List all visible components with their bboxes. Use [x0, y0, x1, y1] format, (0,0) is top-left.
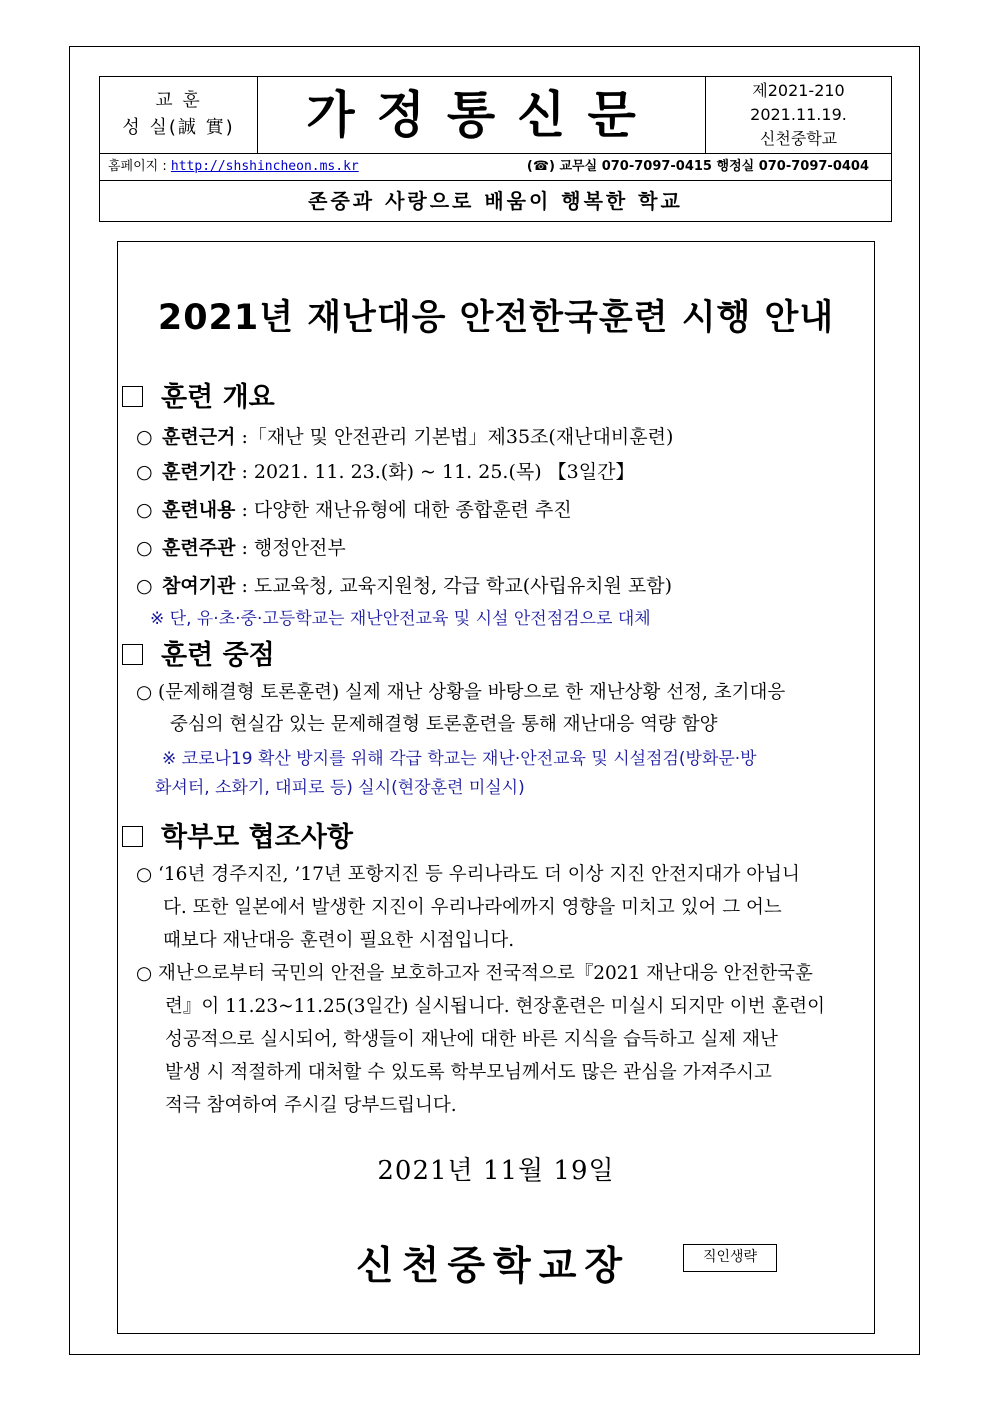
section-heading-parents [122, 815, 353, 854]
item-label: 훈련내용 [162, 499, 236, 521]
section-heading-focus [122, 633, 275, 672]
circle-bullet-icon: ○ [136, 461, 153, 483]
header-contact-row [100, 154, 891, 181]
item-value: : 다양한 재난유형에 대한 종합훈련 추진 [235, 499, 572, 521]
circle-bullet-icon: ○ [136, 426, 153, 448]
motto-value: 성 실(誠 實) [122, 117, 235, 138]
item-value: :「재난 및 안전관리 기본법」제35조(재난대비훈련) [235, 426, 674, 448]
item-label: 훈련주관 [162, 537, 236, 559]
parents-p2-line-1: ○ 재난으로부터 국민의 안전을 보호하고자 전국적으로『2021 재난대응 안전한국훈 [136, 963, 813, 984]
parents-p1-line-1: ○ ‘16년 경주지진, ’17년 포항지진 등 우리나라도 더 이상 지진 안전지대가 아닙니 [136, 864, 800, 885]
checkbox-square-icon [122, 386, 143, 407]
overview-note: ※ 단, 유·초·중·고등학교는 재난안전교육 및 시설 안전점검으로 대체 [150, 609, 651, 629]
item-label: 참여기관 [162, 575, 236, 597]
homepage-link[interactable]: http://shshincheon.ms.kr [170, 159, 359, 174]
overview-item-participants [136, 571, 672, 598]
phone-info: (☎) 교무실 070-7097-0415 행정실 070-7097-0404 [526, 159, 869, 174]
newsletter-title: 가정통신문 [306, 86, 658, 144]
overview-item-period [136, 457, 634, 484]
homepage-label: 홈페이지 : [108, 159, 171, 174]
section-heading-overview [122, 375, 275, 414]
focus-note-line-2: 화셔터, 소화기, 대피로 등) 실시(현장훈련 미실시) [155, 778, 525, 798]
newsletter-header [99, 76, 892, 222]
section-heading-text: 훈련 중점 [161, 640, 275, 671]
circle-bullet-icon: ○ [136, 537, 153, 559]
checkbox-square-icon [122, 644, 143, 665]
item-label: 훈련기간 [162, 461, 236, 483]
issue-info [705, 77, 891, 153]
issue-date-line: 2021년 11월 19일 [377, 1156, 615, 1186]
motto-label: 교 훈 [155, 90, 202, 111]
focus-line-1: ○ (문제해결형 토론훈련) 실제 재난 상황을 바탕으로 한 재난상황 선정, 초기대응 [136, 682, 786, 703]
parents-p2-line-2: 련』이 11.23~11.25(3일간) 실시됩니다. 현장훈련은 미실시 되지만 이번 훈련이 [165, 996, 825, 1017]
parents-p2-line-5: 적극 참여하여 주시길 당부드립니다. [165, 1095, 457, 1116]
seal-omitted-box: 직인생략 [683, 1244, 777, 1272]
item-value: : 도교육청, 교육지원청, 각급 학교(사립유치원 포함) [235, 575, 673, 597]
parents-p1-line-2: 다. 또한 일본에서 발생한 지진이 우리나라에까지 영향을 미치고 있어 그 어느 [163, 897, 782, 918]
parents-p2-line-4: 발생 시 적절하게 대처할 수 있도록 학부모님께서도 많은 관심을 가져주시고 [165, 1062, 772, 1083]
item-value: : 2021. 11. 23.(화) ~ 11. 25.(목) 【3일간】 [235, 461, 635, 483]
issue-number: 제2021-210 [752, 81, 845, 100]
overview-item-organizer [136, 533, 346, 560]
section-heading-text: 훈련 개요 [161, 382, 275, 413]
parents-p2-line-3: 성공적으로 실시되어, 학생들이 재난에 대한 바른 지식을 습득하고 실제 재난 [165, 1029, 778, 1050]
school-slogan: 존중과 사랑으로 배움이 행복한 학교 [308, 189, 683, 213]
overview-item-content [136, 495, 572, 522]
focus-line-2: 중심의 현실감 있는 문제해결형 토론훈련을 통해 재난대응 역량 함양 [170, 714, 718, 735]
circle-bullet-icon: ○ [136, 575, 153, 597]
issuing-school: 신천중학교 [759, 129, 838, 148]
document-title: 2021년 재난대응 안전한국훈련 시행 안내 [157, 298, 835, 338]
overview-item-basis [136, 422, 673, 449]
principal-signature: 신천중학교장 [356, 1244, 631, 1289]
checkbox-square-icon [122, 826, 143, 847]
school-motto [100, 77, 258, 153]
issue-date: 2021.11.19. [750, 105, 847, 124]
circle-bullet-icon: ○ [136, 499, 153, 521]
focus-note-line-1: ※ 코로나19 확산 방지를 위해 각급 학교는 재난·안전교육 및 시설점검(방화문·방 [162, 749, 757, 769]
homepage-info [108, 154, 359, 180]
item-label: 훈련근거 [162, 426, 236, 448]
section-heading-text: 학부모 협조사항 [161, 822, 353, 853]
item-value: : 행정안전부 [235, 537, 346, 559]
parents-p1-line-3: 때보다 재난대응 훈련이 필요한 시점입니다. [163, 930, 515, 951]
header-top-row [100, 77, 891, 154]
